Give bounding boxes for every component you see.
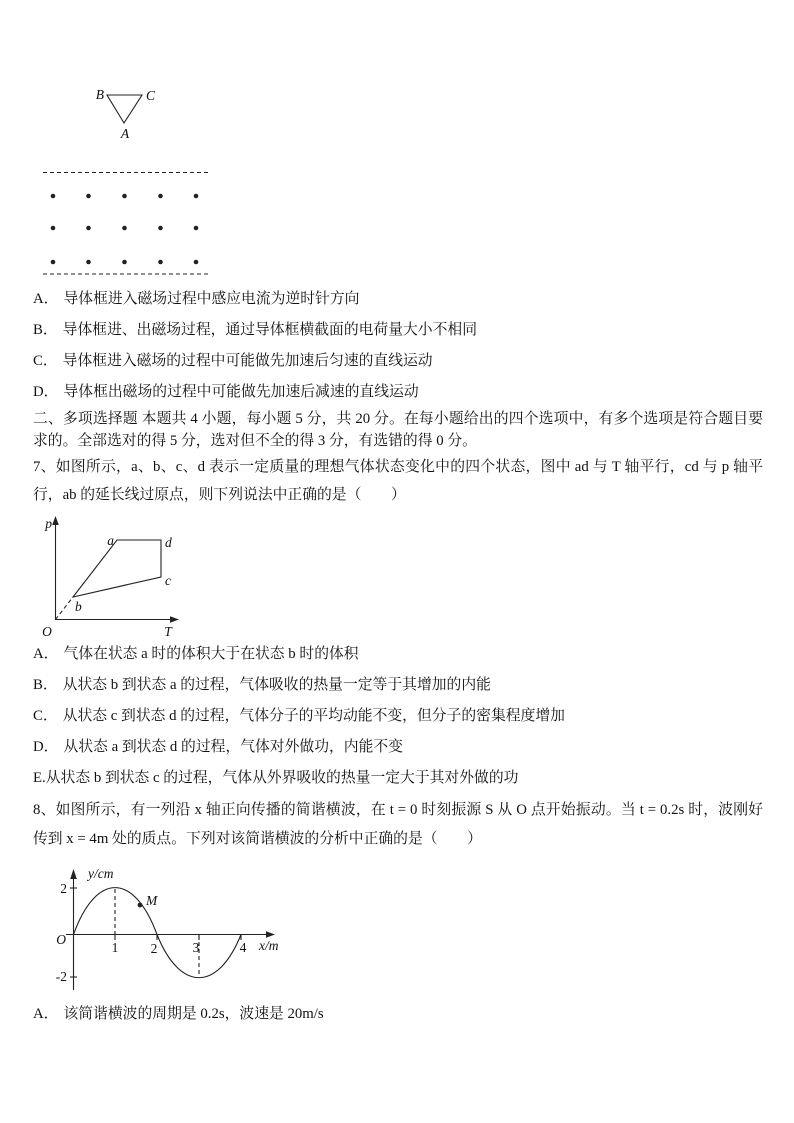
triangle-label-b: B: [95, 87, 104, 102]
option-label: A．: [33, 291, 59, 307]
wave-graph: [40, 862, 308, 998]
triangle-figure: [88, 82, 164, 146]
option-row-a: [33, 292, 477, 307]
question8-options: [33, 1007, 324, 1038]
point-m-dot: [138, 903, 143, 908]
field-dots: [51, 194, 199, 265]
y-axis-arrow-icon: [70, 869, 77, 879]
section2-header: 二、多项选择题 本题共 4 小题，每小题 5 分，共 20 分。在每小题给出的四个选项中，有多个选项是符合题目要求的。全部选对的得 5 分，选对但不全的得 3 分，有选错的得 0 分。: [33, 411, 763, 449]
option-row-b: [33, 323, 477, 338]
option-row-e: [33, 771, 565, 786]
option-label: D．: [33, 384, 59, 400]
p-axis-arrow-icon: [52, 516, 59, 525]
option-text: 从状态 b 到状态 a 的过程，气体吸收的热量一定等于其增加的内能: [62, 677, 491, 693]
option-label: A．: [33, 1006, 59, 1022]
option-label: B．: [33, 677, 58, 693]
p-axis-label: p: [45, 516, 52, 531]
state-c-label: c: [165, 573, 171, 588]
option-label: B．: [33, 322, 58, 338]
option-text: 导体框进入磁场过程中感应电流为逆时针方向: [63, 291, 360, 307]
x-axis-label: x/m: [259, 938, 279, 953]
option-label: C．: [33, 708, 58, 724]
option-row-a: [33, 647, 565, 662]
option-label: A．: [33, 646, 59, 662]
origin-label: O: [42, 624, 52, 639]
option-text: 从状态 b 到状态 c 的过程，气体从外界吸收的热量一定大于其对外做的功: [45, 770, 519, 786]
t-axis-arrow-icon: [170, 616, 179, 623]
option-text: 导体框出磁场的过程中可能做先加速后减速的直线运动: [63, 384, 419, 400]
option-text: 从状态 c 到状态 d 的过程，气体分子的平均动能不变，但分子的密集程度增加: [62, 708, 565, 724]
option-row-c: [33, 709, 565, 724]
question7-options: [33, 647, 565, 802]
option-text: 气体在状态 a 时的体积大于在状态 b 时的体积: [63, 646, 359, 662]
x-tick-label-3: 3: [192, 940, 200, 955]
option-label: E.: [33, 770, 46, 786]
x-tick-label-4: 4: [239, 940, 247, 955]
y-tick-label-2: 2: [60, 881, 67, 896]
state-b-label: b: [75, 599, 82, 614]
pt-diagram: [35, 512, 235, 647]
option-label: D．: [33, 739, 59, 755]
option-text: 该简谐横波的周期是 0.2s，波速是 20m/s: [63, 1006, 324, 1022]
question6-options: [33, 292, 477, 416]
x-tick-label-2: 2: [150, 941, 158, 956]
dashed-origin-to-b: [56, 597, 74, 620]
option-text: 导体框进、出磁场过程，通过导体框横截面的电荷量大小不相同: [62, 322, 477, 338]
point-m-label: M: [146, 893, 158, 908]
option-text: 导体框进入磁场的过程中可能做先加速后匀速的直线运动: [62, 353, 433, 369]
question7-text: 7、如图所示，a、b、c、d 表示一定质量的理想气体状态变化中的四个状态，图中 ad 与 T 轴平行，cd 与 p 轴平行，ab 的延长线过原点，则下列说法中正确的是（ ）: [33, 459, 763, 503]
wave-curve: [74, 888, 242, 978]
origin-label: O: [56, 932, 66, 947]
option-row-a: [33, 1007, 324, 1022]
gas-cycle-path: [73, 540, 161, 597]
x-tick-label-1: 1: [111, 940, 119, 955]
triangle-shape: [107, 95, 142, 123]
option-text: 从状态 a 到状态 d 的过程，气体对外做功，内能不变: [63, 739, 403, 755]
option-row-d: [33, 740, 565, 755]
option-row-c: [33, 354, 477, 369]
x-axis-arrow-icon: [266, 931, 275, 938]
option-label: C．: [33, 353, 58, 369]
option-row-d: [33, 385, 477, 400]
question8-text: 8、如图所示，有一列沿 x 轴正向传播的简谐横波，在 t = 0 时刻振源 S 从 O 点开始振动。当 t = 0.2s 时，波刚好传到 x = 4m 处的质点。下列对该简谐横波的分析中正确的是（ ）: [33, 802, 763, 847]
y-tick-label-neg2: -2: [55, 969, 67, 984]
t-axis-label: T: [164, 624, 172, 639]
triangle-label-c: C: [146, 88, 156, 103]
triangle-label-a: A: [120, 126, 130, 141]
state-d-label: d: [165, 535, 172, 550]
y-axis-label: y/cm: [88, 866, 114, 881]
state-a-label: a: [107, 533, 114, 548]
magnetic-field-region: [40, 165, 212, 279]
option-row-b: [33, 678, 565, 693]
